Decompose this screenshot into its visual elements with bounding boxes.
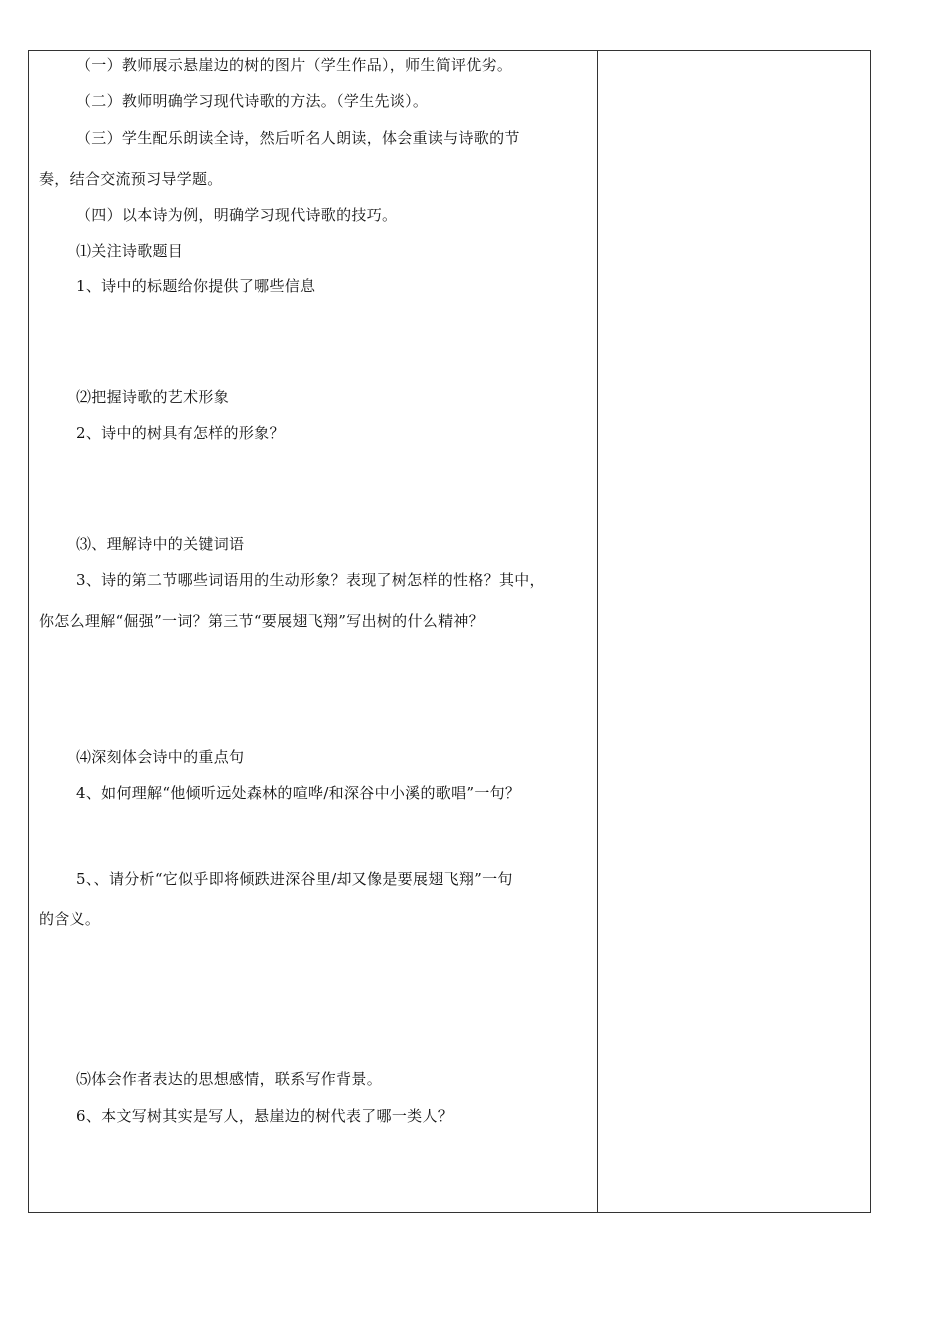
question-3: 3、诗的第二节哪些词语用的生动形象？表现了树怎样的性格？其中， <box>76 571 545 589</box>
notes-column <box>598 51 870 1212</box>
section-5-heading: ⑸体会作者表达的思想感情，联系写作背景。 <box>76 1070 383 1088</box>
step-1-text: （一）教师展示悬崖边的树的图片（学生作品），师生简评优劣。 <box>76 56 513 74</box>
section-1-heading: ⑴关注诗歌题目 <box>76 242 184 260</box>
step-3-text: （三）学生配乐朗读全诗，然后听名人朗读，体会重读与诗歌的节 <box>76 129 520 147</box>
section-4-heading: ⑷深刻体会诗中的重点句 <box>76 748 245 766</box>
section-3-heading: ⑶、理解诗中的关键词语 <box>76 535 245 553</box>
question-5: 5、、请分析“它似乎即将倾跌进深谷里/却又像是要展翅飞翔”一句 <box>76 870 513 888</box>
section-2-heading: ⑵把握诗歌的艺术形象 <box>76 388 230 406</box>
question-4: 4、如何理解“他倾听远处森林的喧哗/和深谷中小溪的歌唱”一句？ <box>76 784 521 802</box>
question-5-cont: 的含义。 <box>39 910 101 928</box>
lesson-table <box>28 50 871 1213</box>
step-2-text: （二）教师明确学习现代诗歌的方法。（学生先谈）。 <box>76 92 429 110</box>
step-3-text-cont: 奏，结合交流预习导学题。 <box>39 170 223 188</box>
step-4-text: （四）以本诗为例，明确学习现代诗歌的技巧。 <box>76 206 398 224</box>
question-3-cont: 你怎么理解“倔强”一词？第三节“要展翅飞翔”写出树的什么精神？ <box>39 612 484 630</box>
question-2: 2、诗中的树具有怎样的形象？ <box>76 424 285 442</box>
question-6: 6、本文写树其实是写人，悬崖边的树代表了哪一类人？ <box>76 1107 454 1125</box>
question-1: 1、诗中的标题给你提供了哪些信息 <box>76 277 316 295</box>
